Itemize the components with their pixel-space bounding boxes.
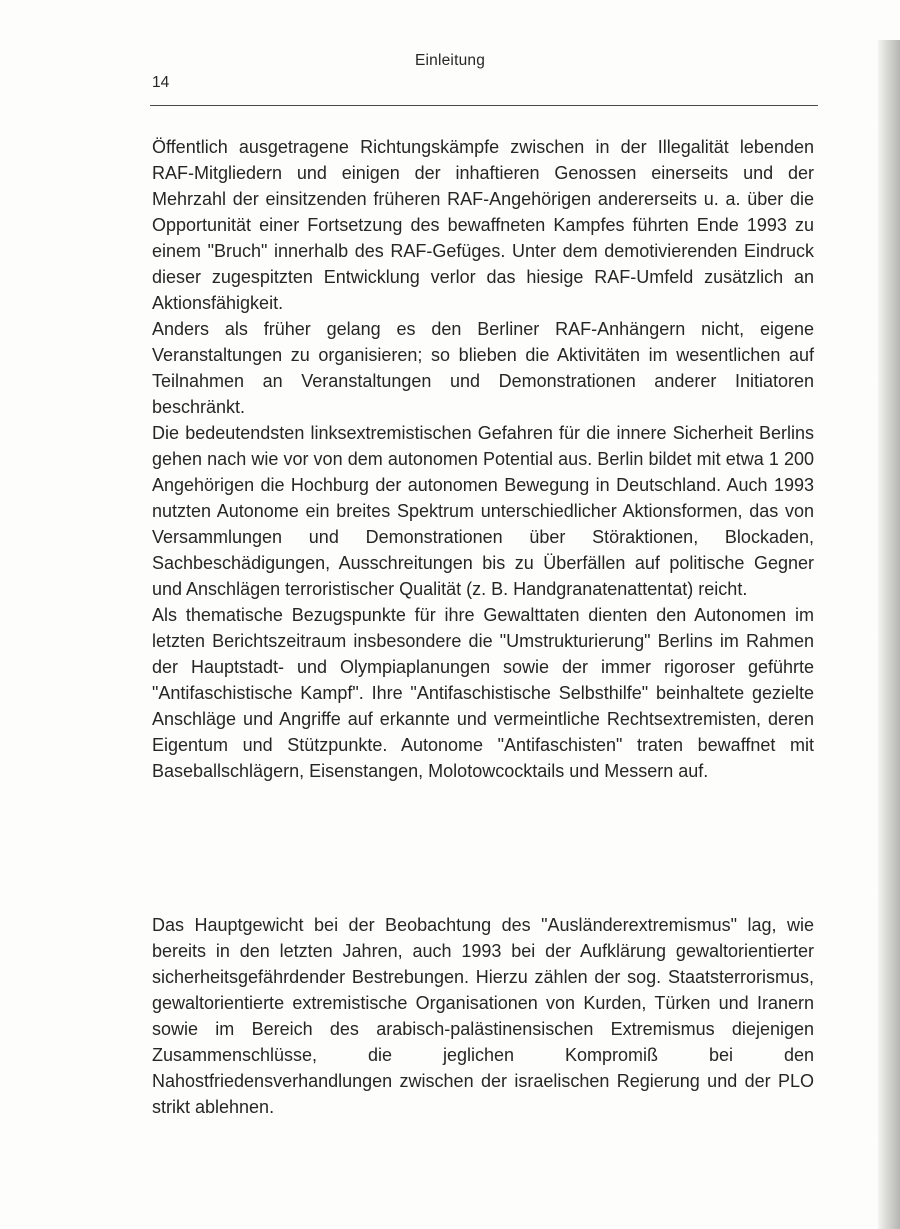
header-rule [150, 105, 818, 106]
paragraph-autonomous-themes: Als thematische Bezugspunkte für ihre Gewalttaten dienten den Autonomen im letzten Berichtszeitraum insbesondere die "Umstrukturierung" Berlins im Rahmen der Hauptstadt- und Olympiaplanungen sowie der immer rigoroser geführte "Antifaschistische Kampf". Ihre "Antifaschistische Selbsthilfe" beinhaltete gezielte Anschläge und Angriffe auf erkannte und vermeintliche Rechtsextremisten, deren Eigentum und Stützpunkte. Autonome "Antifaschisten" traten bewaffnet mit Baseballschlägern, Eisenstangen, Molotowcocktails und Messern auf. [152, 605, 814, 781]
paragraph-raf-supporters: Anders als früher gelang es den Berliner RAF-Anhängern nicht, eigene Veranstaltungen zu organisieren; so blieben die Aktivitäten im wesentlichen auf Teilnahmen an Veranstaltungen und Demonstrationen anderer Initiatoren beschränkt. [152, 319, 814, 417]
page-edge-shadow [878, 40, 900, 1229]
foreign-extremism-text-block [152, 912, 814, 1120]
paragraph-foreign-extremism: Das Hauptgewicht bei der Beobachtung des "Ausländerextremismus" lag, wie bereits in den letzten Jahren, auch 1993 bei der Aufklärung gewaltorientierter sicherheitsgefährdender Bestrebungen. Hierzu zählen der sog. Staatsterrorismus, gewaltorientierte extremistische Organisationen von Kurden, Türken und Iranern sowie im Bereich des arabisch-palästinensischen Extremismus diejenigen Zusammenschlüsse, die jeglichen Kompromiß bei den Nahostfriedensverhandlungen zwischen der israelischen Regierung und der PLO strikt ablehnen. [152, 915, 814, 1117]
running-header-title: Einleitung [414, 52, 486, 69]
paragraph-autonomous: Die bedeutendsten linksextremistischen Gefahren für die innere Sicherheit Berlins gehen nach wie vor von dem autonomen Potential aus. Berlin bildet mit etwa 1 200 Angehörigen die Hochburg der autonomen Bewegung in Deutschland. Auch 1993 nutzten Autonome ein breites Spektrum unterschiedlicher Aktionsformen, das von Versammlungen und Demonstrationen über Störaktionen, Blockaden, Sachbeschädigungen, Ausschreitungen bis zu Überfällen auf politische Gegner und Anschlägen terroristischer Qualität (z. B. Handgranatenattentat) reicht. [152, 423, 814, 599]
main-text-block [152, 134, 814, 784]
paragraph-raf: Öffentlich ausgetragene Richtungskämpfe zwischen in der Illegalität lebenden RAF-Mitgliedern und einigen der inhaftieren Genossen einerseits und der Mehrzahl der einsitzenden früheren RAF-Angehörigen andererseits u. a. über die Opportunität einer Fortsetzung des bewaffneten Kampfes führten Ende 1993 zu einem "Bruch" innerhalb des RAF-Gefüges. Unter dem demotivierenden Eindruck dieser zugespitzten Entwicklung verlor das hiesige RAF-Umfeld zusätzlich an Aktionsfähigkeit. [152, 137, 814, 313]
page-number: 14 [152, 74, 170, 91]
